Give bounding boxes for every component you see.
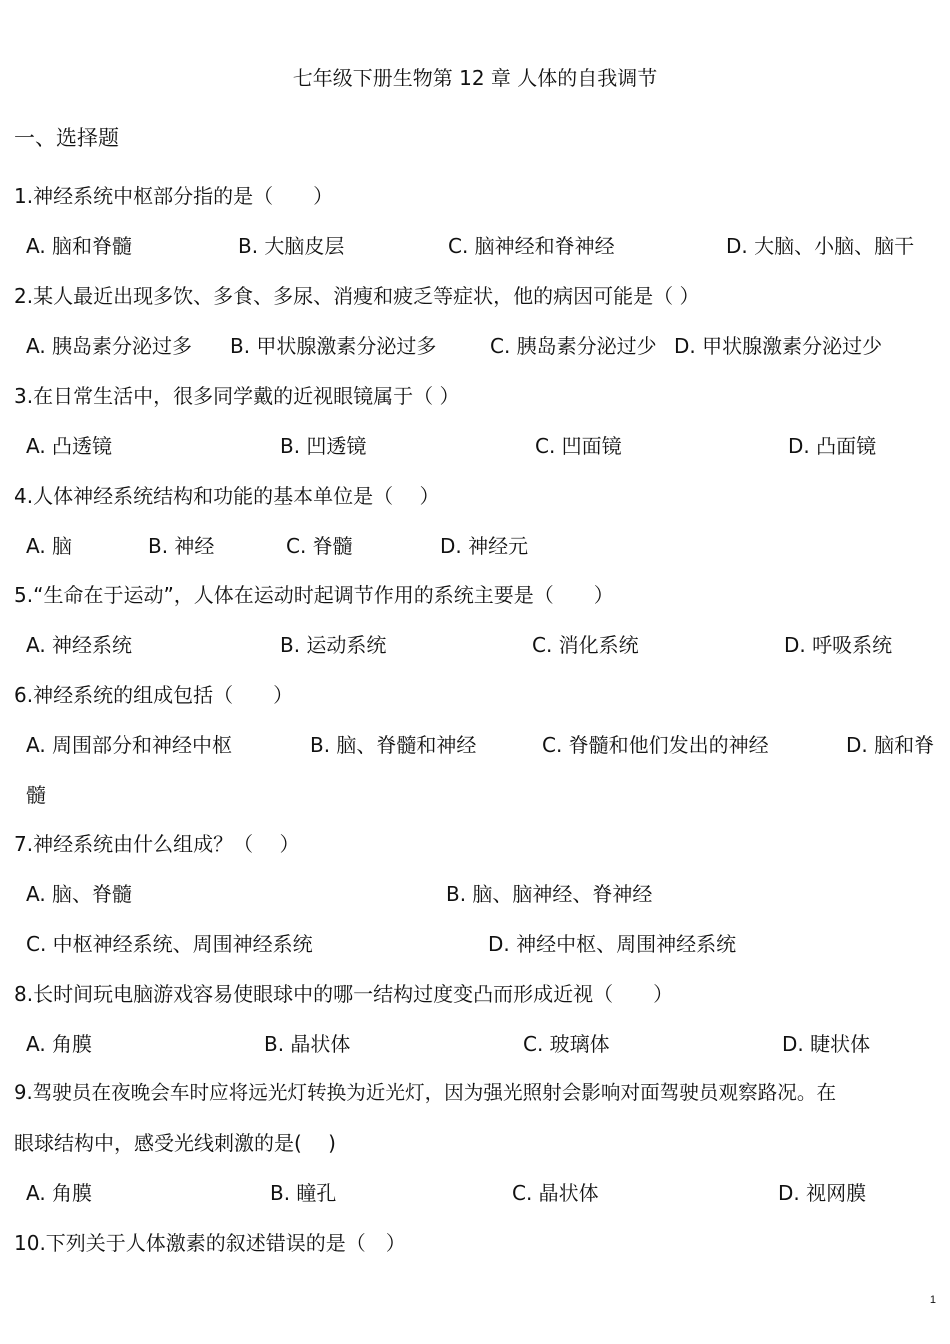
question-9-stem-continued: 眼球结构中，感受光线刺激的是( ) [14, 1131, 336, 1155]
question-4-option-a: A. 脑 [26, 534, 73, 558]
question-2-option-d: D. 甲状腺激素分泌过少 [674, 334, 883, 358]
question-2-stem: 2.某人最近出现多饮、多食、多尿、消瘦和疲乏等症状，他的病因可能是（ ） [14, 284, 700, 308]
question-8-option-c: C. 玻璃体 [523, 1032, 610, 1056]
question-6-stem: 6.神经系统的组成包括（ ） [14, 683, 294, 707]
question-6-option-b: B. 脑、脊髓和神经 [310, 733, 477, 757]
question-5-option-b: B. 运动系统 [280, 633, 387, 657]
question-7-option-c: C. 中枢神经系统、周围神经系统 [26, 932, 313, 956]
question-8-option-a: A. 角膜 [26, 1032, 93, 1056]
question-3-option-a: A. 凸透镜 [26, 434, 113, 458]
question-7-stem: 7.神经系统由什么组成？（ ） [14, 832, 300, 856]
question-1-option-c: C. 脑神经和脊神经 [448, 234, 615, 258]
question-7-option-b: B. 脑、脑神经、脊神经 [446, 882, 653, 906]
question-6-option-d-continued: 髓 [26, 783, 46, 807]
question-8-option-b: B. 晶状体 [264, 1032, 351, 1056]
question-5-option-c: C. 消化系统 [532, 633, 639, 657]
question-3-option-d: D. 凸面镜 [788, 434, 877, 458]
question-9-option-b: B. 瞳孔 [270, 1181, 337, 1205]
question-5-option-a: A. 神经系统 [26, 633, 133, 657]
question-8-stem: 8.长时间玩电脑游戏容易使眼球中的哪一结构过度变凸而形成近视（ ） [14, 982, 674, 1006]
question-2-option-c: C. 胰岛素分泌过少 [490, 334, 657, 358]
question-6-option-c: C. 脊髓和他们发出的神经 [542, 733, 769, 757]
question-5-option-d: D. 呼吸系统 [784, 633, 893, 657]
question-9-option-d: D. 视网膜 [778, 1181, 867, 1205]
section-heading: 一、选择题 [14, 126, 119, 150]
question-7-option-d: D. 神经中枢、周围神经系统 [488, 932, 737, 956]
question-9-option-a: A. 角膜 [26, 1181, 93, 1205]
question-2-option-b: B. 甲状腺激素分泌过多 [230, 334, 437, 358]
page-number: 1 [929, 1294, 936, 1306]
question-3-option-c: C. 凹面镜 [535, 434, 622, 458]
question-4-stem: 4.人体神经系统结构和功能的基本单位是（ ） [14, 484, 440, 508]
question-7-option-a: A. 脑、脊髓 [26, 882, 133, 906]
question-9-option-c: C. 晶状体 [512, 1181, 599, 1205]
question-2-option-a: A. 胰岛素分泌过多 [26, 334, 193, 358]
question-10-stem: 10.下列关于人体激素的叙述错误的是（ ） [14, 1231, 406, 1255]
question-3-stem: 3.在日常生活中，很多同学戴的近视眼镜属于（ ） [14, 384, 460, 408]
question-8-option-d: D. 睫状体 [782, 1032, 871, 1056]
question-4-option-d: D. 神经元 [440, 534, 529, 558]
question-1-stem: 1.神经系统中枢部分指的是（ ） [14, 184, 334, 208]
document-title: 七年级下册生物第 12 章 人体的自我调节 [292, 66, 658, 90]
question-9-stem: 9.驾驶员在夜晚会车时应将远光灯转换为近光灯，因为强光照射会影响对面驾驶员观察路况。在 [14, 1081, 837, 1104]
question-4-option-c: C. 脊髓 [286, 534, 353, 558]
question-3-option-b: B. 凹透镜 [280, 434, 367, 458]
question-4-option-b: B. 神经 [148, 534, 215, 558]
question-6-option-d: D. 脑和脊 [846, 733, 935, 757]
question-1-option-d: D. 大脑、小脑、脑干 [726, 234, 915, 258]
question-1-option-b: B. 大脑皮层 [238, 234, 345, 258]
question-1-option-a: A. 脑和脊髓 [26, 234, 133, 258]
question-5-stem: 5.“生命在于运动”，人体在运动时起调节作用的系统主要是（ ） [14, 583, 614, 607]
question-6-option-a: A. 周围部分和神经中枢 [26, 733, 233, 757]
